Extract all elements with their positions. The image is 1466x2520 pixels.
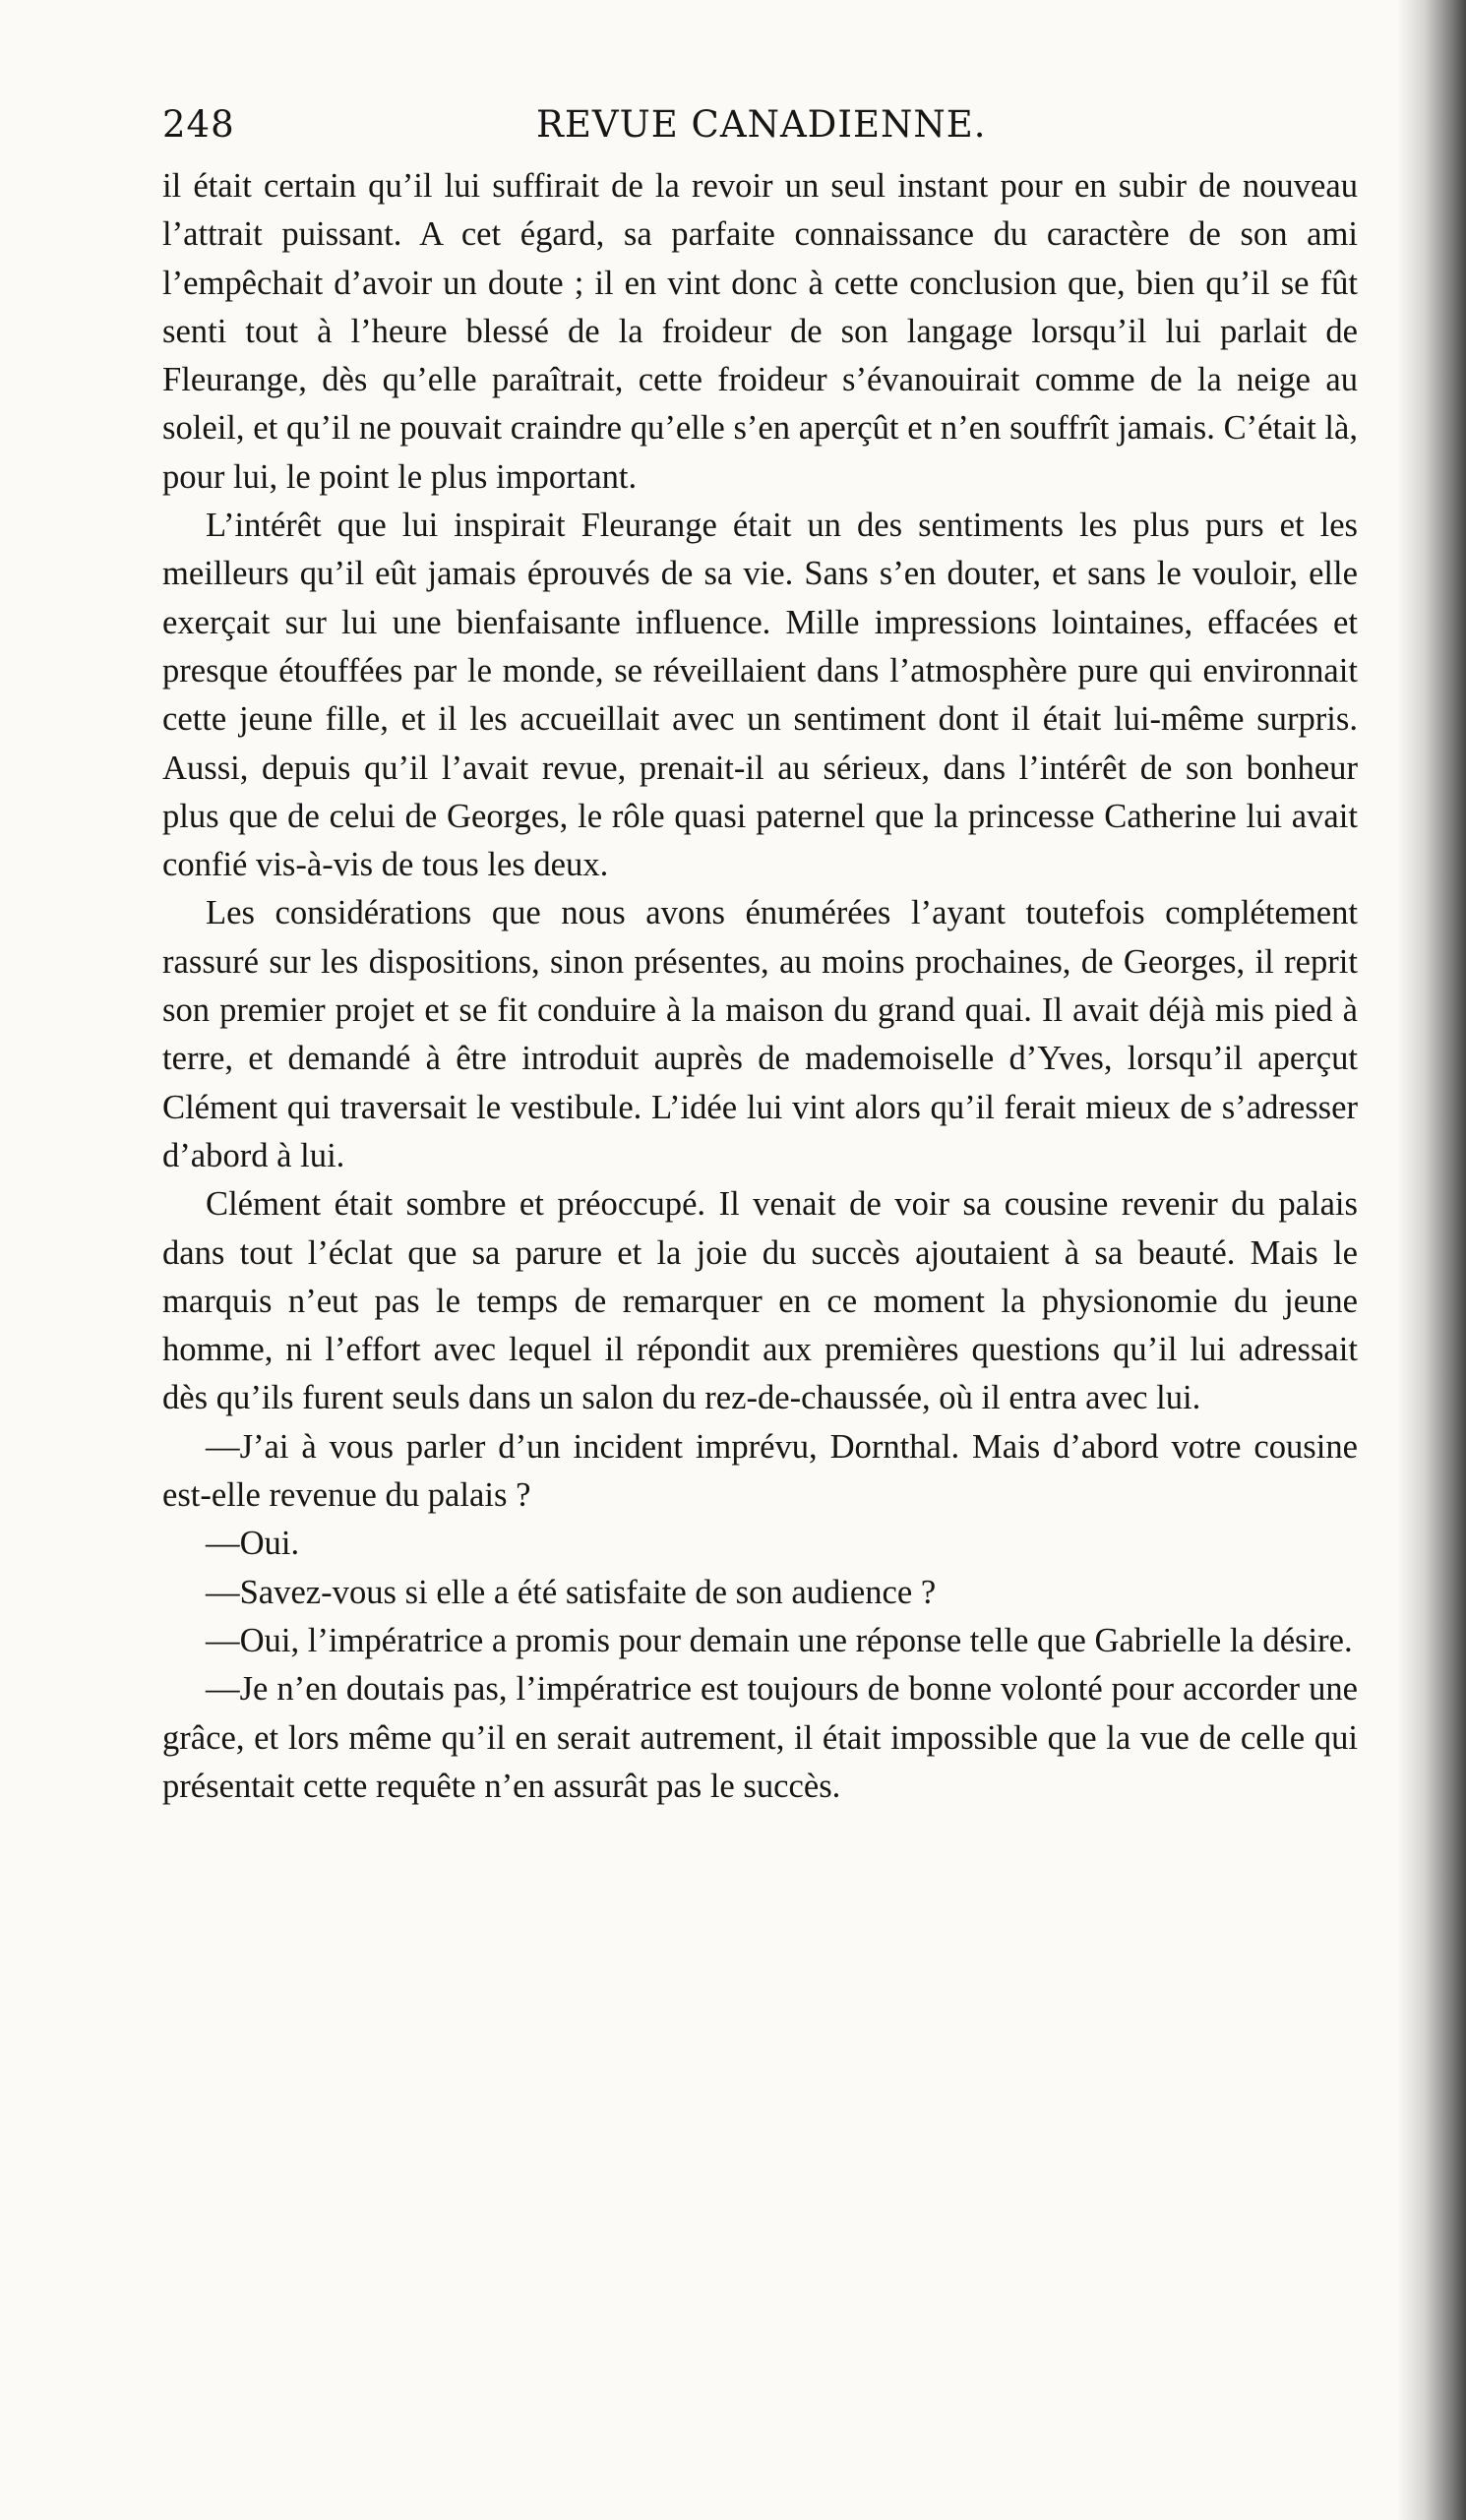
page-edge-shadow bbox=[1397, 0, 1466, 2520]
running-header bbox=[162, 93, 1358, 162]
dialogue-line: —Oui, l’impératrice a promis pour demain une réponse telle que Gabrielle la désire. bbox=[206, 1621, 1353, 1659]
paragraph-continued: il était certain qu’il lui suffirait de la revoir un seul instant pour en subir de nouveau l’attrait puissant. A cet égard, sa parfaite connaissance du caractère de son ami l’empêchait d’avoir un doute ; il en vint donc à cette conclusion que, bien qu’il se fût senti tout à l’heure blessé de la froideur de son langage lorsqu’il lui parlait de Fleurange, dès qu’elle paraîtrait, cette froideur s’évanouirait comme de la neige au soleil, et qu’il ne pouvait craindre qu’elle s’en aperçût et n’en souffrît jamais. C’était là, pour lui, le point le plus important. bbox=[162, 167, 1358, 496]
running-title: REVUE CANADIENNE. bbox=[536, 103, 987, 146]
dialogue-line: —Oui. bbox=[206, 1525, 300, 1563]
paragraph: Clément était sombre et préoccupé. Il venait de voir sa cousine revenir du palais dans tout l’éclat que sa parure et la joie du succès ajoutaient à sa beauté. Mais le marquis n’eut pas le temps de remarquer en ce moment la physionomie du jeune homme, ni l’effort avec lequel il répondit aux premières questions qu’il lui adressait dès qu’ils furent seuls dans un salon du rez-de-chaussée, où il entra avec lui. bbox=[162, 1185, 1358, 1417]
book-page bbox=[162, 93, 1358, 1811]
page-number: 248 bbox=[162, 103, 235, 146]
dialogue-line: —J’ai à vous parler d’un incident imprévu, Dornthal. Mais d’abord votre cousine est-elle revenue du palais ? bbox=[162, 1427, 1358, 1515]
paragraph: Les considérations que nous avons énumérées l’ayant toutefois complétement rassuré sur les dispositions, sinon présentes, au moins prochaines, de Georges, il reprit son premier projet et se fit conduire à la maison du grand quai. Il avait déjà mis pied à terre, et demandé à être introduit auprès de mademoiselle d’Yves, lorsqu’il aperçut Clément qui traversait le vestibule. L’idée lui vint alors qu’il ferait mieux de s’adresser d’abord à lui. bbox=[162, 894, 1358, 1174]
paragraph: L’intérêt que lui inspirait Fleurange était un des sentiments les plus purs et les meilleurs qu’il eût jamais éprouvés de sa vie. Sans s’en douter, et sans le vouloir, elle exerçait sur lui une bienfaisante influence. Mille impressions lointaines, effacées et presque étouffées par le monde, se réveillaient dans l’atmosphère pure qui environnait cette jeune fille, et il les accueillait avec un sentiment dont il était lui-même surpris. Aussi, depuis qu’il l’avait revue, prenait-il au sérieux, dans l’intérêt de son bonheur plus que de celui de Georges, le rôle quasi paternel que la princesse Catherine lui avait confié vis-à-vis de tous les deux. bbox=[162, 507, 1358, 884]
dialogue-line: —Je n’en doutais pas, l’impératrice est toujours de bonne volonté pour accorder une grâce, et lors même qu’il en serait autrement, il était impossible que la vue de celle qui présentait cette requête n’en assurât pas le succès. bbox=[162, 1670, 1358, 1805]
body-text bbox=[162, 162, 1358, 1811]
dialogue-line: —Savez-vous si elle a été satisfaite de son audience ? bbox=[206, 1573, 937, 1611]
